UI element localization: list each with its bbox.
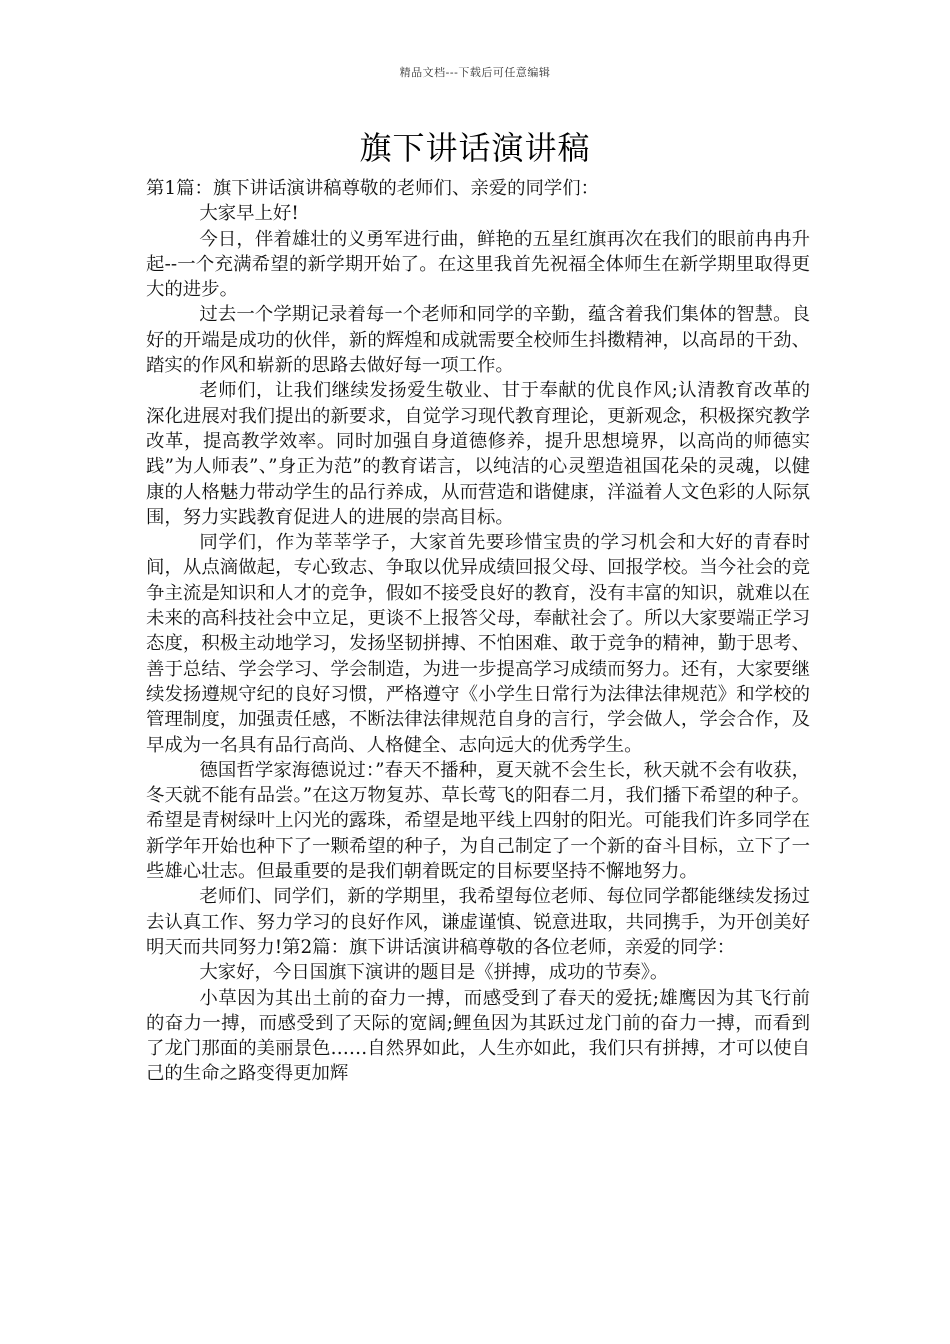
paragraph: 德国哲学家海德说过：”春天不播种，夏天就不会生长，秋天就不会有收获，冬天就不能有品尝。”在这万物复苏、草长莺飞的阳春二月，我们播下希望的种子。希望是青树绿叶上闪光的露珠，希望是地平线上四射的阳光。可能我们许多同学在新学年开始也种下了一颗希望的种子，为自己制定了一个新的奋斗目标，立下了一些雄心壮志。但最重要的是我们朝着既定的目标要坚持不懈地努力。 <box>146 759 810 883</box>
paragraph: 同学们，作为莘莘学子，大家首先要珍惜宝贵的学习机会和大好的青春时间，从点滴做起，专心致志、争取以优异成绩回报父母、回报学校。当今社会的竞争主流是知识和人才的竞争，假如不接受良好的教育，没有丰富的知识，就难以在未来的高科技社会中立足，更谈不上报答父母，奉献社会了。所以大家要端正学习态度，积极主动地学习，发扬坚韧拼搏、不怕困难、敢于竞争的精神，勤于思考、善于总结、学会学习、学会制造，为进一步提高学习成绩而努力。还有，大家要继续发扬遵规守纪的良好习惯，严格遵守《小学生日常行为法律法律规范》和学校的管理制度，加强责任感，不断法律法律规范自身的言行，学会做人，学会合作，及早成为一名具有品行高尚、人格健全、志向远大的优秀学生。 <box>146 532 810 756</box>
paragraph: 过去一个学期记录着每一个老师和同学的辛勤，蕴含着我们集体的智慧。良好的开端是成功的伙伴，新的辉煌和成就需要全校师生抖擞精神，以高昂的干劲、踏实的作风和崭新的思路去做好每一项工作。 <box>146 304 810 377</box>
page-header: 精品文档---下载后可任意编辑 <box>399 66 551 79</box>
paragraph: 第1篇：旗下讲话演讲稿尊敬的老师们、亲爱的同学们： <box>146 178 600 199</box>
paragraph: 小草因为其出土前的奋力一搏，而感受到了春天的爱抚;雄鹰因为其飞行前的奋力一搏，而感受到了天际的宽阔;鲤鱼因为其跃过龙门前的奋力一搏，而看到了龙门那面的美丽景色……自然界如此，人生亦如此，我们只有拼搏，才可以使自己的生命之路变得更加辉 <box>146 987 810 1085</box>
paragraph: 大家早上好! <box>199 203 299 225</box>
paragraph: 老师们，让我们继续发扬爱生敬业、甘于奉献的优良作风;认清教育改革的深化进展对我们提出的新要求，自觉学习现代教育理论，更新观念，积极探究教学改革，提高教学效率。同时加强自身道德修养，提升思想境界，以高尚的师德实践”为人师表”、”身正为范”的教育诺言，以纯洁的心灵塑造祖国花朵的灵魂，以健康的人格魅力带动学生的品行养成，从而营造和谐健康，洋溢着人文色彩的人际氛围，努力实践教育促进人的进展的崇高目标。 <box>146 380 810 528</box>
document-title: 旗下讲话演讲稿 <box>359 129 591 167</box>
paragraph: 老师们、同学们，新的学期里，我希望每位老师、每位同学都能继续发扬过去认真工作、努力学习的良好作风，谦虚谨慎、锐意进取，共同携手，为开创美好明天而共同努力!第2篇：旗下讲话演讲稿尊敬的各位老师，亲爱的同学： <box>146 886 810 958</box>
document-body <box>146 176 810 1087</box>
paragraph: 大家好，今日国旗下演讲的题目是《拼搏，成功的节奏》。 <box>199 962 669 984</box>
paragraph: 今日，伴着雄壮的义勇军进行曲，鲜艳的五星红旗再次在我们的眼前冉冉升起--一个充满希望的新学期开始了。在这里我首先祝福全体师生在新学期里取得更大的进步。 <box>146 228 810 301</box>
